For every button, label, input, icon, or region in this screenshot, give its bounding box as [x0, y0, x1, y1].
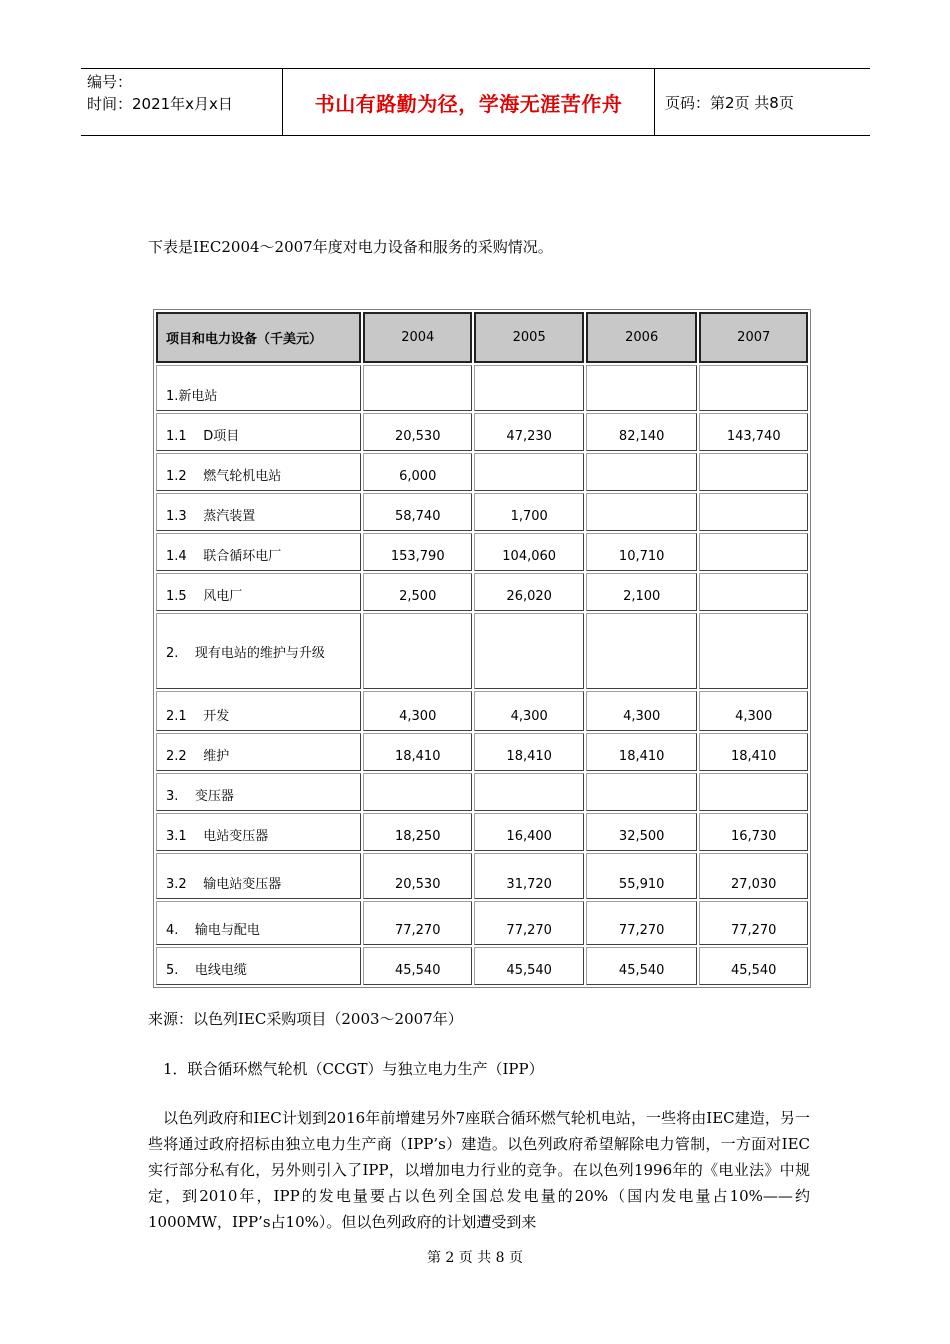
table-row — [156, 573, 808, 611]
table-cell-item: 1.新电站 — [156, 365, 361, 411]
table-cell-value: 2,100 — [586, 573, 698, 611]
table-cell-value: 153,790 — [363, 533, 472, 571]
table-cell-value — [699, 365, 808, 411]
table-cell-value: 2,500 — [363, 573, 472, 611]
table-cell-value — [586, 613, 698, 689]
table-cell-value: 27,030 — [699, 853, 808, 899]
table-cell-value: 20,530 — [363, 413, 472, 451]
table-cell-value: 32,500 — [586, 813, 698, 851]
table-cell-value: 45,540 — [699, 947, 808, 985]
table-cell-value: 47,230 — [474, 413, 583, 451]
table-cell-value — [699, 453, 808, 491]
procurement-table — [153, 309, 811, 988]
table-row — [156, 493, 808, 531]
table-row — [156, 691, 808, 731]
header-number: 编号： — [87, 73, 133, 91]
header-cell-year: 2005 — [474, 312, 583, 363]
table-cell-item: 3. 变压器 — [156, 773, 361, 811]
table-row — [156, 453, 808, 491]
table-cell-item: 5. 电线电缆 — [156, 947, 361, 985]
table-cell-value: 77,270 — [474, 901, 583, 945]
table-cell-value — [699, 493, 808, 531]
header-cell-year: 2007 — [699, 312, 808, 363]
table-cell-value: 143,740 — [699, 413, 808, 451]
header-cell-item: 项目和电力设备（千美元） — [156, 312, 361, 363]
table-row — [156, 947, 808, 985]
table-cell-value: 104,060 — [474, 533, 583, 571]
table-cell-value: 10,710 — [586, 533, 698, 571]
table-cell-value: 77,270 — [699, 901, 808, 945]
table-cell-item: 4. 输电与配电 — [156, 901, 361, 945]
table-cell-value: 45,540 — [586, 947, 698, 985]
table-row — [156, 413, 808, 451]
table-cell-value — [474, 773, 583, 811]
section-title: 1．联合循环燃气轮机（CCGT）与独立电力生产（IPP） — [163, 1060, 544, 1078]
header-motto: 书山有路勤为径，学海无涯苦作舟 — [283, 69, 655, 135]
procurement-table-wrapper — [153, 309, 811, 988]
table-cell-value — [699, 773, 808, 811]
body-paragraph — [148, 1105, 810, 1235]
table-cell-value: 4,300 — [363, 691, 472, 731]
table-cell-item: 1.4 联合循环电厂 — [156, 533, 361, 571]
table-cell-value: 77,270 — [586, 901, 698, 945]
table-cell-value: 18,410 — [474, 733, 583, 771]
header-page-info: 页码：第2页 共8页 — [665, 93, 794, 112]
page-header — [81, 68, 870, 136]
table-cell-value — [363, 365, 472, 411]
table-row — [156, 533, 808, 571]
table-row — [156, 613, 808, 689]
table-row — [156, 365, 808, 411]
header-cell-year: 2004 — [363, 312, 472, 363]
page-footer: 第 2 页 共 8 页 — [426, 1250, 524, 1266]
table-cell-value: 45,540 — [474, 947, 583, 985]
table-cell-item: 1.3 蒸汽装置 — [156, 493, 361, 531]
table-cell-value: 18,410 — [699, 733, 808, 771]
table-row — [156, 853, 808, 899]
table-cell-item: 3.1 电站变压器 — [156, 813, 361, 851]
paragraph-text: 以色列政府和IEC计划到2016年前增建另外7座联合循环燃气轮机电站，一些将由IEC建造，另一些将通过政府招标由独立电力生产商（IPP’s）建造。以色列政府希望解除电力管制，一方面对IEC实行部分私有化，另外则引入了IPP，以增加电力行业的竞争。在以色列1996年的《电业法》中规定，到2010年，IPP的发电量要占以色列全国总发电量的20%（国内发电量占10%——约1000MW，IPP’s占10%）。但以色列政府的计划遭受到来 — [148, 1109, 810, 1231]
table-cell-value: 82,140 — [586, 413, 698, 451]
table-row — [156, 733, 808, 771]
table-cell-item: 2.1 开发 — [156, 691, 361, 731]
table-cell-item: 3.2 输电站变压器 — [156, 853, 361, 899]
table-cell-value: 18,410 — [363, 733, 472, 771]
header-date: 时间：2021年x月x日 — [87, 95, 233, 113]
table-cell-value — [474, 453, 583, 491]
table-cell-item: 1.5 风电厂 — [156, 573, 361, 611]
table-body — [156, 365, 808, 985]
table-cell-value: 58,740 — [363, 493, 472, 531]
table-cell-value — [586, 773, 698, 811]
table-cell-value: 18,410 — [586, 733, 698, 771]
table-row — [156, 813, 808, 851]
table-row — [156, 773, 808, 811]
table-cell-item: 2.2 维护 — [156, 733, 361, 771]
table-cell-value: 18,250 — [363, 813, 472, 851]
table-cell-value: 4,300 — [586, 691, 698, 731]
table-source: 来源：以色列IEC采购项目（2003～2007年） — [148, 1010, 463, 1028]
table-cell-item: 1.1 D项目 — [156, 413, 361, 451]
table-cell-value: 55,910 — [586, 853, 698, 899]
table-cell-item: 2. 现有电站的维护与升级 — [156, 613, 361, 689]
table-cell-value: 77,270 — [363, 901, 472, 945]
table-cell-value — [586, 493, 698, 531]
table-cell-value: 31,720 — [474, 853, 583, 899]
header-cell-year: 2006 — [586, 312, 698, 363]
table-cell-value: 20,530 — [363, 853, 472, 899]
table-cell-value — [699, 533, 808, 571]
table-cell-value: 1,700 — [474, 493, 583, 531]
table-cell-value — [586, 365, 698, 411]
table-cell-value — [363, 613, 472, 689]
table-cell-value — [474, 613, 583, 689]
table-cell-value: 16,730 — [699, 813, 808, 851]
table-cell-value — [586, 453, 698, 491]
table-row — [156, 901, 808, 945]
table-cell-value — [474, 365, 583, 411]
table-cell-value: 6,000 — [363, 453, 472, 491]
table-cell-value: 16,400 — [474, 813, 583, 851]
table-cell-value: 26,020 — [474, 573, 583, 611]
header-meta — [81, 69, 283, 135]
table-cell-value: 45,540 — [363, 947, 472, 985]
table-cell-value — [699, 573, 808, 611]
table-cell-value — [363, 773, 472, 811]
intro-text: 下表是IEC2004～2007年度对电力设备和服务的采购情况。 — [148, 238, 553, 256]
table-header-row — [156, 312, 808, 363]
table-cell-value: 4,300 — [474, 691, 583, 731]
table-cell-value: 4,300 — [699, 691, 808, 731]
table-cell-value — [699, 613, 808, 689]
table-cell-item: 1.2 燃气轮机电站 — [156, 453, 361, 491]
